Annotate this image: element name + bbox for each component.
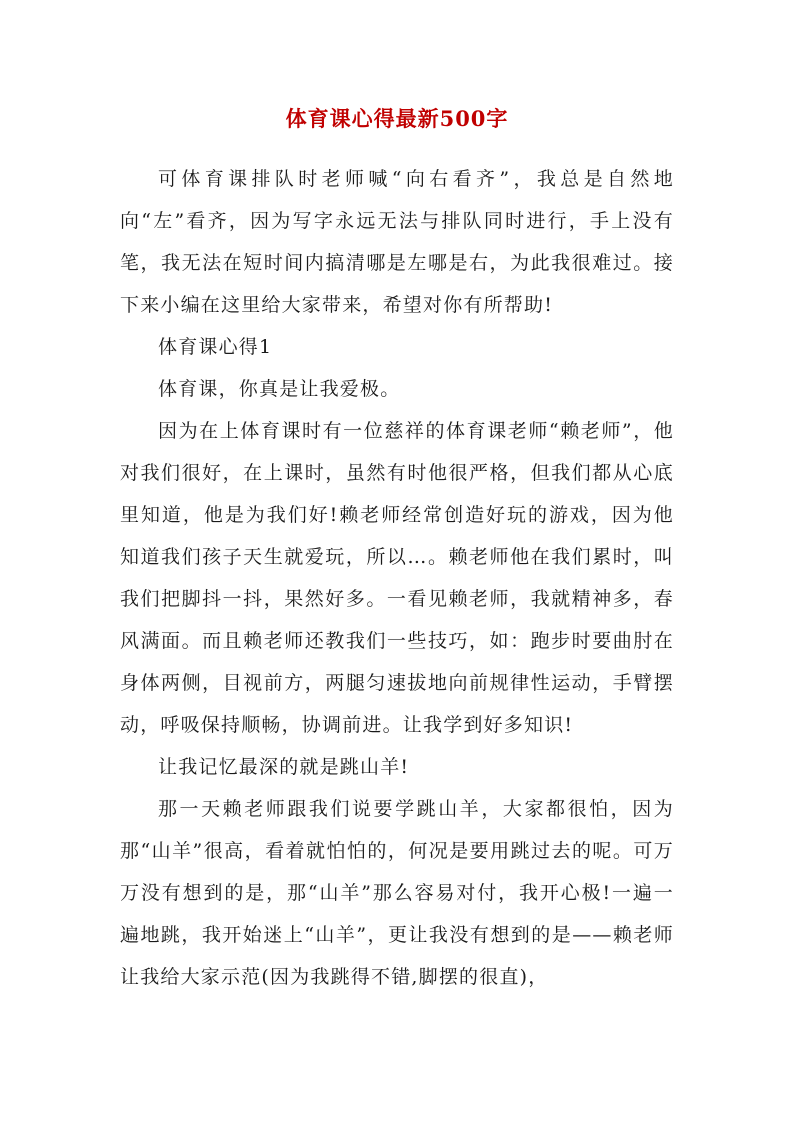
section-heading: 体育课心得1 <box>158 336 273 358</box>
body-paragraph: 那一天赖老师跟我们说要学跳山羊，大家都很怕，因为那“山羊”很高，看着就怕怕的，何况是要用跳过去的呢。可万万没有想到的是，那“山羊”那么容易对付，我开心极!一遍一遍地跳，我开始迷上“山羊”，更让我没有想到的是——赖老师让我给大家示范(因为我跳得不错,脚摆的很直)， <box>120 798 674 988</box>
document-title: 体育课心得最新500字 <box>285 106 509 131</box>
intro-paragraph: 可体育课排队时老师喊“向右看齐”，我总是自然地向“左”看齐，因为写字永远无法与排队同时进行，手上没有笔，我无法在短时间内搞清哪是左哪是右，为此我很难过。接下来小编在这里给大家带来，希望对你有所帮助! <box>120 168 674 316</box>
body-paragraph: 让我记忆最深的就是跳山羊! <box>158 756 410 778</box>
body-paragraph: 体育课，你真是让我爱极。 <box>158 378 401 400</box>
body-paragraph: 因为在上体育课时有一位慈祥的体育课老师“赖老师”，他对我们很好，在上课时，虽然有时他很严格，但我们都从心底里知道，他是为我们好!赖老师经常创造好玩的游戏，因为他知道我们孩子天生就爱玩，所以…。赖老师他在我们累时，叫我们把脚抖一抖，果然好多。一看见赖老师，我就精神多，春风满面。而且赖老师还教我们一些技巧，如：跑步时要曲肘在身体两侧，目视前方，两腿匀速拔地向前规律性运动，手臂摆动，呼吸保持顺畅，协调前进。让我学到好多知识! <box>120 420 674 736</box>
